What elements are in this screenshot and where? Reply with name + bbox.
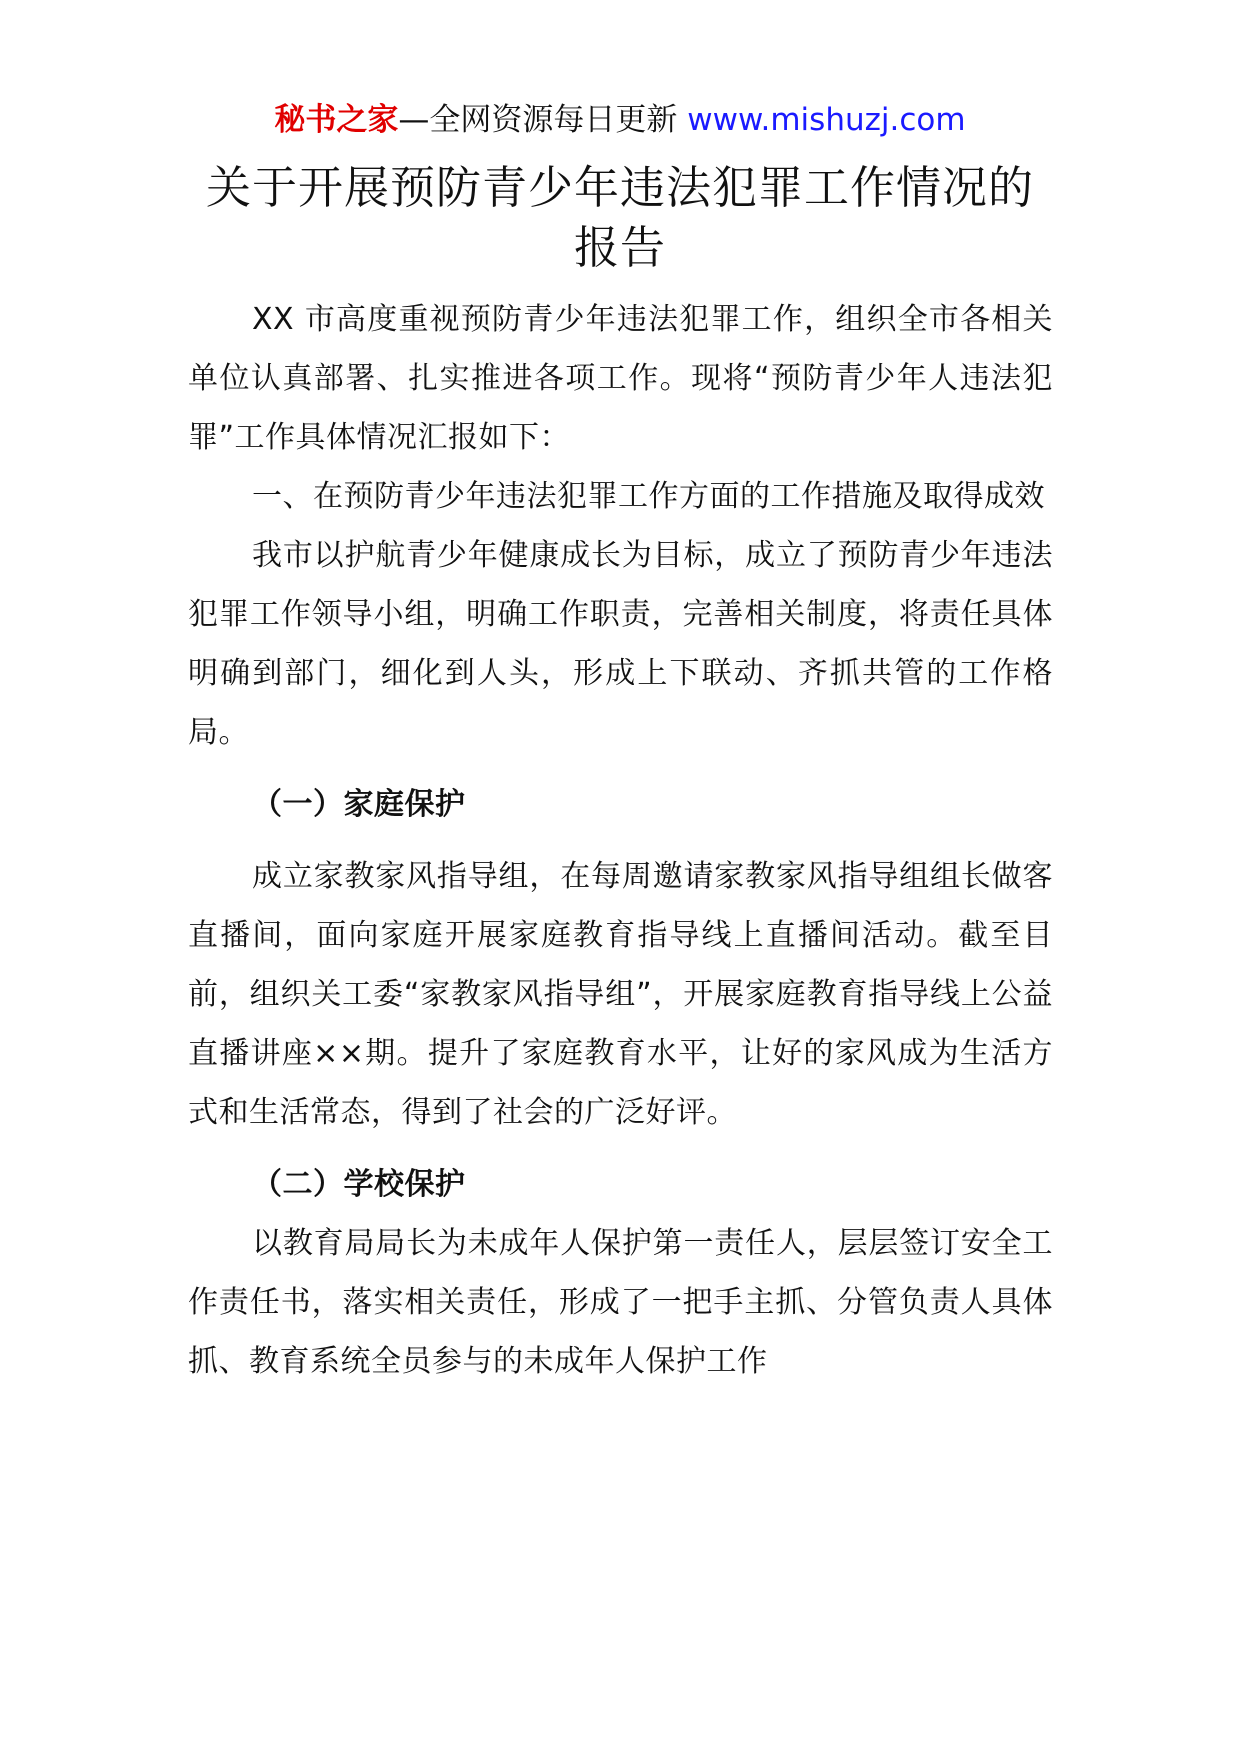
brand-name: 秘书之家 — [274, 102, 399, 138]
subsection-paragraph-family: 成立家教家风指导组，在每周邀请家教家风指导组组长做客直播间，面向家庭开展家庭教育指导线上直播间活动。截至目前，组织关工委“家教家风指导组”，开展家庭教育指导线上公益直播讲座××期。提升了家庭教育水平，让好的家风成为生活方式和生活常态，得到了社会的广泛好评。 — [188, 859, 1053, 1130]
document-body — [188, 290, 1053, 1391]
title-line-2: 报告 — [573, 221, 666, 274]
document-title — [120, 158, 1120, 278]
watermark-header — [0, 98, 1240, 142]
site-url[interactable]: www.mishuzj.com — [687, 102, 966, 138]
header-slogan: —全网资源每日更新 — [398, 102, 678, 138]
title-line-1: 关于开展预防青少年违法犯罪工作情况的 — [205, 161, 1034, 214]
subsection-heading-family: （一）家庭保护 — [252, 787, 466, 822]
subsection-heading-school: （二）学校保护 — [252, 1167, 466, 1202]
section-heading-1: 一、在预防青少年违法犯罪工作方面的工作措施及取得成效 — [252, 479, 1045, 514]
intro-paragraph: XX 市高度重视预防青少年违法犯罪工作，组织全市各相关单位认真部署、扎实推进各项工作。现将“预防青少年人违法犯罪”工作具体情况汇报如下： — [188, 302, 1053, 455]
subsection-paragraph-school: 以教育局局长为未成年人保护第一责任人，层层签订安全工作责任书，落实相关责任，形成了一把手主抓、分管负责人具体抓、教育系统全员参与的未成年人保护工作 — [188, 1226, 1053, 1379]
section-paragraph-1: 我市以护航青少年健康成长为目标，成立了预防青少年违法犯罪工作领导小组，明确工作职责，完善相关制度，将责任具体明确到部门，细化到人头，形成上下联动、齐抓共管的工作格局。 — [188, 538, 1053, 750]
